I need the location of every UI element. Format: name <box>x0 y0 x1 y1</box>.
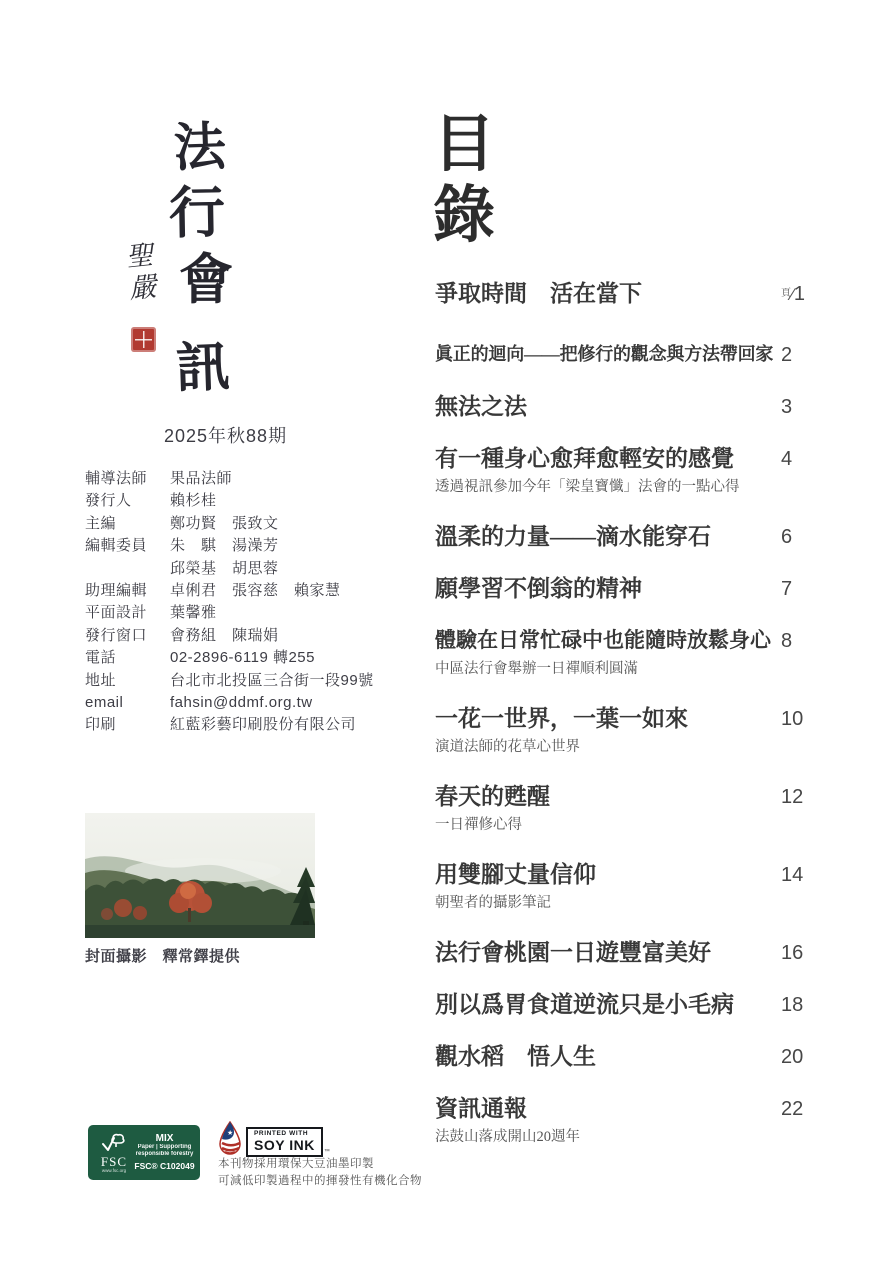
toc-entry-subtitle: 法鼓山落成開山20週年 <box>435 1129 580 1145</box>
red-seal-stamp <box>131 327 156 352</box>
staff-value: 卓俐君 張容慈 賴家慧 <box>170 582 341 600</box>
toc-entry-title: 願學習不倒翁的精神 <box>435 576 642 601</box>
page-number: 8 <box>781 630 793 652</box>
toc-entry-page <box>781 707 803 732</box>
soy-star: ★ <box>227 1130 234 1137</box>
staff-value: 果品法師 <box>170 470 233 487</box>
staff-value: 葉馨雅 <box>170 604 217 622</box>
toc-entry[interactable] <box>435 940 840 965</box>
toc-entry-title: 溫柔的力量——滴水能穿石 <box>435 524 711 549</box>
toc-entry-page <box>781 343 792 368</box>
fsc-tagline-2: responsible forestry <box>135 1151 194 1157</box>
staff-row <box>85 692 395 714</box>
staff-row <box>85 535 395 557</box>
toc-entry[interactable] <box>435 992 840 1017</box>
toc-entry[interactable] <box>435 1044 840 1069</box>
toc-entry-page <box>781 863 803 888</box>
page-number: 6 <box>781 526 793 548</box>
staff-label: 主編 <box>85 514 117 532</box>
toc-entry-page <box>781 577 792 602</box>
toc-entry-page <box>781 447 792 472</box>
staff-label: 發行窗口 <box>85 626 148 644</box>
staff-value: 賴杉桂 <box>170 492 217 510</box>
fsc-code: FSC® C102049 <box>134 1161 195 1171</box>
toc-entry-title: 無法之法 <box>435 394 527 419</box>
page-number: 14 <box>781 864 804 886</box>
toc-entry-subtitle: 朝聖者的攝影筆記 <box>435 895 551 911</box>
masthead-char: 法 <box>172 119 227 178</box>
toc-entry[interactable] <box>435 342 840 367</box>
page-number: 20 <box>781 1046 804 1068</box>
calligrapher-signature <box>117 238 165 306</box>
masthead-char: 行 <box>168 182 226 246</box>
staff-row <box>85 625 395 647</box>
toc-entry-subtitle: 一日禪修心得 <box>435 817 522 833</box>
toc-entry-subtitle: 演道法師的花草心世界 <box>435 739 580 755</box>
toc-entry-title: 爭取時間 活在當下 <box>435 281 642 306</box>
toc-entry-title: 觀水稻 悟人生 <box>435 1044 596 1069</box>
masthead-char: 會 <box>179 250 233 310</box>
staff-row <box>85 602 395 624</box>
toc-entry-subtitle: 透過視訊參加今年「梁皇寶懺」法會的一點心得 <box>435 479 740 495</box>
soy-note-line: 本刊物採用環保大豆油墨印製 <box>218 1158 374 1170</box>
toc-entry[interactable] <box>435 394 840 419</box>
staff-value: 邱榮基 胡思蓉 <box>170 559 279 577</box>
staff-row <box>85 580 395 602</box>
soy-ink-badge <box>218 1121 330 1157</box>
trademark-symbol: ™ <box>323 1149 330 1155</box>
soy-note-line: 可減低印製過程中的揮發性有機化合物 <box>218 1175 422 1187</box>
toc-entry[interactable] <box>435 446 840 497</box>
staff-label: 發行人 <box>85 492 132 510</box>
toc-entry[interactable] <box>435 281 840 306</box>
staff-row <box>85 490 395 512</box>
staff-row <box>85 647 395 669</box>
toc-entry-title: 資訊通報 <box>435 1096 527 1121</box>
toc-title-char: 目 <box>433 111 496 179</box>
issue-label: 2025年秋88期 <box>164 426 288 446</box>
toc-entries <box>435 281 840 1174</box>
staff-value: 02-2896-6119 轉255 <box>170 649 315 667</box>
toc-entry-page <box>781 993 803 1018</box>
toc-entry-subtitle: 中區法行會舉辦一日禪順利圓滿 <box>435 661 638 677</box>
staff-value: fahsin@ddmf.org.tw <box>170 694 313 712</box>
masthead-calligraphy <box>156 120 246 400</box>
toc-entry-title: 法行會桃園一日遊豐富美好 <box>435 940 711 965</box>
toc-entry[interactable] <box>435 1096 840 1147</box>
toc-entry[interactable] <box>435 576 840 601</box>
staff-label: 助理編輯 <box>85 582 148 600</box>
toc-entry[interactable] <box>435 862 840 913</box>
staff-label: 地址 <box>85 671 117 689</box>
cover-photo <box>85 813 315 938</box>
page-slash: ∕ <box>791 285 794 304</box>
toc-entry[interactable] <box>435 524 840 549</box>
toc-entry-page <box>781 525 792 550</box>
staff-value: 紅藍彩藝印刷股份有限公司 <box>170 716 357 734</box>
toc-entry-page <box>781 1097 803 1122</box>
soy-ink-box <box>246 1127 323 1157</box>
signature-char: 嚴 <box>127 271 158 305</box>
staff-value: 台北市北投區三合街一段99號 <box>170 671 374 689</box>
toc-entry[interactable] <box>435 628 840 679</box>
fsc-logo <box>94 1131 134 1174</box>
staff-label: 電話 <box>85 649 117 667</box>
page-number: 2 <box>781 344 793 366</box>
masthead-char: 訊 <box>174 337 231 399</box>
staff-label: email <box>85 694 124 712</box>
toc-entry-title: 別以爲胃食道逆流只是小毛病 <box>435 992 734 1017</box>
page-number: 22 <box>781 1098 804 1120</box>
page-number: 10 <box>781 708 804 730</box>
fsc-mix-label: MIX <box>155 1133 174 1144</box>
fsc-certification-badge <box>88 1125 200 1180</box>
page-prefix: 頁 <box>781 288 791 299</box>
toc-entry-page <box>781 785 803 810</box>
page-number: 7 <box>781 578 793 600</box>
staff-value: 會務組 陳瑞娟 <box>170 626 279 644</box>
staff-value: 鄭功賢 張致文 <box>170 514 279 532</box>
page-number: 12 <box>781 786 804 808</box>
printed-with-label: PRINTED WITH <box>254 1130 309 1137</box>
staff-list <box>85 468 395 737</box>
toc-entry-page <box>781 282 805 310</box>
soy-ink-label: SOY INK <box>254 1137 315 1153</box>
fsc-site: www.fsc.org <box>101 1168 127 1173</box>
fsc-tagline-1: Paper | Supporting <box>137 1144 192 1150</box>
staff-label: 平面設計 <box>85 604 148 622</box>
signature-char: 聖 <box>124 239 155 273</box>
toc-entry-title: 一花一世界，一葉一如來 <box>435 706 688 731</box>
toc-entry-page <box>781 941 803 966</box>
staff-label: 印刷 <box>85 716 117 734</box>
page-number: 4 <box>781 448 793 470</box>
toc-entry-title: 春天的甦醒 <box>435 784 550 809</box>
toc-title <box>433 110 495 252</box>
staff-row <box>85 714 395 736</box>
toc-entry-page <box>781 395 792 420</box>
toc-title-char: 錄 <box>433 182 496 250</box>
soy-drop-icon <box>218 1121 242 1155</box>
staff-label: 編輯委員 <box>85 537 148 555</box>
staff-value: 朱 騏 湯澡芳 <box>170 537 279 555</box>
toc-entry-page <box>781 1045 803 1070</box>
staff-row <box>85 513 395 535</box>
staff-row <box>85 558 395 580</box>
toc-entry[interactable] <box>435 706 840 757</box>
toc-entry-title: 體驗在日常忙碌中也能隨時放鬆身心 <box>435 628 771 652</box>
toc-entry[interactable] <box>435 784 840 835</box>
staff-label: 輔導法師 <box>85 470 148 487</box>
toc-entry-title: 眞正的迴向——把修行的觀念與方法帶回家 <box>435 344 774 364</box>
toc-entry-title: 用雙腳丈量信仰 <box>435 862 596 887</box>
page-number: 18 <box>781 994 804 1016</box>
fsc-tree-check-icon <box>101 1131 127 1155</box>
page-number: 1 <box>793 283 805 305</box>
page-number: 16 <box>781 942 804 964</box>
staff-row <box>85 670 395 692</box>
staff-label <box>85 558 170 580</box>
soy-ink-note <box>218 1156 422 1190</box>
cover-photo-caption: 封面攝影 釋常鐸提供 <box>85 948 241 965</box>
staff-row <box>85 468 395 490</box>
fsc-brand: FSC <box>100 1154 128 1169</box>
toc-entry-title: 有一種身心愈拜愈輕安的感覺 <box>435 446 734 471</box>
page-number: 3 <box>781 396 793 418</box>
toc-entry-page <box>781 629 792 654</box>
